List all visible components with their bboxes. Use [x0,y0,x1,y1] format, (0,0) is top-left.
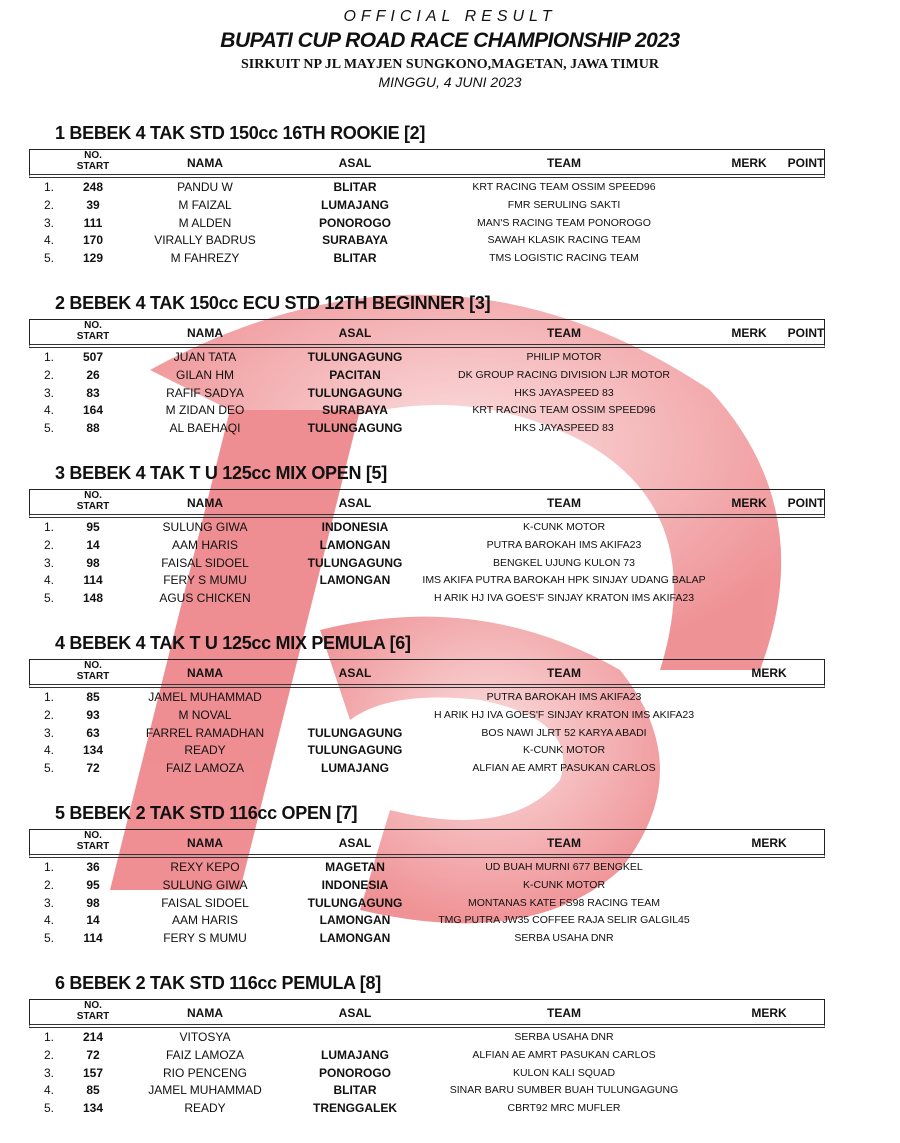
rank: 3. [43,725,55,740]
column-point: POINT [787,496,825,510]
rank: 2. [43,367,55,382]
table-row [0,518,900,536]
column-merk: MERK [731,326,767,340]
column-nama: NAMA [187,836,223,850]
rider-name: M ALDEN [178,215,232,230]
team-name: K-CUNK MOTOR [522,521,606,533]
team-name: KULON KALI SQUAD [512,1066,616,1079]
start-number: 72 [86,761,100,776]
start-number: 95 [86,877,100,892]
rank: 4. [43,743,55,758]
start-number: 26 [86,367,100,382]
rider-origin: LUMAJANG [321,761,389,776]
team-name: H ARIK HJ IVA GOES'F SINJAY KRATON IMS AKIFA23 [433,592,695,605]
start-number: 114 [83,573,103,588]
column-no-start [77,320,110,342]
team-name: MAN'S RACING TEAM PONOROGO [477,216,651,229]
column-no-label: NO. [84,150,102,161]
start-number: 93 [86,707,100,722]
column-nama: NAMA [187,496,223,510]
table-row [0,366,900,384]
rider-origin: LUMAJANG [321,1047,389,1062]
rider-origin: BLITAR [333,180,377,194]
team-name: H ARIK HJ IVA GOES'F SINJAY KRATON IMS AKIFA23 [433,708,695,721]
rank: 3. [43,215,55,230]
rider-name: RAFIF SADYA [166,385,244,400]
column-merk: MERK [751,666,787,680]
table-row [0,724,900,742]
table-row [0,536,900,554]
class-title: 3 BEBEK 4 TAK T U 125cc MIX OPEN [5] [55,463,387,483]
column-nama: NAMA [187,666,223,680]
rank: 2. [43,197,55,212]
rank: 1. [43,520,55,534]
table-row [0,571,900,589]
rank: 5. [43,591,55,606]
column-point: POINT [787,156,825,170]
start-number: 95 [86,520,100,534]
rider-name: VIRALLY BADRUS [154,233,256,248]
rider-origin: INDONESIA [321,520,389,534]
event-date: MINGGU, 4 JUNI 2023 [378,74,522,90]
rider-origin: BLITAR [333,1083,377,1098]
table-row [0,929,900,947]
team-name: FMR SERULING SAKTI [507,198,621,211]
rank: 1. [43,690,55,704]
table-header [29,659,825,688]
rider-name: FAIZ LAMOZA [165,761,245,776]
rider-name: FERY S MUMU [163,931,247,946]
rider-origin: TULUNGAGUNG [307,725,403,740]
column-start-label: START [76,501,110,512]
column-no-start [77,150,110,172]
column-start-label: START [76,671,110,682]
table-row [0,894,900,912]
column-team: TEAM [547,496,581,510]
column-asal: ASAL [338,836,372,850]
start-number: 14 [86,537,100,552]
team-name: TMS LOGISTIC RACING TEAM [489,252,639,265]
rank: 4. [43,233,55,248]
column-merk: MERK [751,1006,787,1020]
table-row [0,554,900,572]
start-number: 507 [82,350,104,364]
rank: 4. [43,1083,55,1098]
start-number: 83 [86,385,100,400]
start-number: 72 [86,1047,100,1062]
column-start-label: START [76,331,110,342]
rank: 5. [43,251,55,266]
team-name: IMS AKIFA PUTRA BAROKAH HPK SINJAY UDANG BALAP [422,574,706,587]
column-start-label: START [76,161,110,172]
table-row [0,858,900,876]
rider-origin: TULUNGAGUNG [307,421,403,436]
rider-name: AAM HARIS [171,537,239,552]
column-asal: ASAL [338,496,372,510]
start-number: 157 [82,1065,104,1080]
start-number: 98 [86,555,100,570]
start-number: 111 [83,215,103,230]
rider-origin: LAMONGAN [319,537,391,552]
column-nama: NAMA [187,326,223,340]
team-name: SAWAH KLASIK RACING TEAM [487,234,641,247]
race-class-section [0,803,900,973]
column-asal: ASAL [338,1006,372,1020]
start-number: 214 [82,1030,104,1044]
table-header [29,149,825,178]
rider-origin: LAMONGAN [319,931,391,946]
rider-name: REXY KEPO [170,860,240,874]
column-no-label: NO. [84,490,102,501]
race-class-section [0,463,900,633]
team-name: K-CUNK MOTOR [522,744,606,757]
class-title: 6 BEBEK 2 TAK STD 116cc PEMULA [8] [55,973,381,993]
table-row [0,419,900,437]
table-row [0,1099,900,1117]
team-name: CBRT92 MRC MUFLER [507,1102,621,1115]
column-no-start [77,660,110,682]
rider-name: JAMEL MUHAMMAD [148,690,262,704]
column-no-label: NO. [84,830,102,841]
rank: 2. [43,537,55,552]
race-class-section [0,633,900,803]
column-merk: MERK [731,156,767,170]
table-header [29,999,825,1028]
rank: 2. [43,877,55,892]
team-name: ALFIAN AE AMRT PASUKAN CARLOS [472,1048,656,1061]
column-start-label: START [76,841,110,852]
start-number: 170 [82,233,104,248]
table-row [0,876,900,894]
team-name: HKS JAYASPEED 83 [514,386,614,399]
rider-origin: INDONESIA [321,877,389,892]
race-class-section [0,973,900,1143]
table-row [0,196,900,214]
rank: 1. [43,350,55,364]
rider-name: FAISAL SIDOEL [161,555,249,570]
rider-name: READY [184,1101,226,1116]
rider-name: FARREL RAMADHAN [145,725,265,740]
start-number: 39 [86,197,100,212]
column-point: POINT [787,326,825,340]
rider-name: FERY S MUMU [163,573,247,588]
rank: 3. [43,895,55,910]
rank: 3. [43,385,55,400]
table-row [0,231,900,249]
rider-origin: TULUNGAGUNG [307,385,403,400]
rider-name: JAMEL MUHAMMAD [148,1083,262,1098]
column-no-label: NO. [84,660,102,671]
table-row [0,348,900,366]
column-merk: MERK [751,836,787,850]
team-name: PUTRA BAROKAH IMS AKIFA23 [486,691,642,703]
rank: 1. [43,1030,55,1044]
table-row [0,1081,900,1099]
rider-name: M FAHREZY [170,251,240,266]
table-header [29,829,825,858]
table-row [0,706,900,724]
table-row [0,384,900,402]
start-number: 248 [82,180,104,194]
document-title: BUPATI CUP ROAD RACE CHAMPIONSHIP 2023 [220,29,680,52]
rider-name: SULUNG GIWA [162,877,248,892]
rider-name: FAISAL SIDOEL [161,895,249,910]
column-nama: NAMA [187,1006,223,1020]
team-name: SERBA USAHA DNR [514,932,614,945]
rider-name: VITOSYA [179,1030,231,1044]
column-start-label: START [76,1011,110,1022]
rider-name: PANDU W [177,180,233,194]
start-number: 36 [86,860,100,874]
start-number: 164 [82,403,104,418]
rider-name: AGUS CHICKEN [159,591,251,606]
table-row [0,214,900,232]
column-asal: ASAL [338,156,372,170]
rider-name: FAIZ LAMOZA [165,1047,245,1062]
class-title: 4 BEBEK 4 TAK T U 125cc MIX PEMULA [6] [55,633,411,653]
rider-name: GILAN HM [175,367,235,382]
table-header [29,319,825,348]
column-nama: NAMA [187,156,223,170]
rider-origin: TULUNGAGUNG [307,555,403,570]
rank: 5. [43,931,55,946]
column-no-label: NO. [84,320,102,331]
rider-origin: PONOROGO [318,1065,392,1080]
column-no-start [77,1000,110,1022]
rank: 1. [43,180,55,194]
rank: 5. [43,761,55,776]
rank: 3. [43,555,55,570]
rider-name: M ZIDAN DEO [165,403,245,418]
column-merk: MERK [731,496,767,510]
team-name: BENGKEL UJUNG KULON 73 [493,556,635,569]
table-row [0,1028,900,1046]
column-team: TEAM [547,836,581,850]
table-row [0,1046,900,1064]
start-number: 134 [82,743,104,758]
rider-name: JUAN TATA [173,350,237,364]
rank: 2. [43,1047,55,1062]
rider-origin: LAMONGAN [319,573,391,588]
team-name: PHILIP MOTOR [526,351,602,363]
table-row [0,589,900,607]
rank: 4. [43,573,55,588]
table-row [0,1064,900,1082]
table-row [0,178,900,196]
class-title: 1 BEBEK 4 TAK STD 150cc 16TH ROOKIE [2] [55,123,426,143]
rider-name: READY [184,743,226,758]
rider-origin: PACITAN [329,367,381,382]
start-number: 148 [82,591,104,606]
rider-origin: BLITAR [333,251,377,266]
rank: 5. [43,421,55,436]
column-team: TEAM [547,666,581,680]
rank: 2. [43,707,55,722]
column-team: TEAM [547,326,581,340]
race-class-section [0,123,900,293]
column-team: TEAM [547,156,581,170]
rank: 4. [43,403,55,418]
start-number: 134 [82,1101,104,1116]
start-number: 85 [86,1083,100,1098]
team-name: SINAR BARU SUMBER BUAH TULUNGAGUNG [449,1084,679,1097]
column-no-label: NO. [84,1000,102,1011]
start-number: 88 [86,421,100,436]
rider-name: M NOVAL [178,707,232,722]
rider-name: RIO PENCENG [162,1065,248,1080]
rider-origin: PONOROGO [318,215,392,230]
start-number: 85 [86,690,100,704]
rider-name: SULUNG GIWA [162,520,248,534]
table-row [0,741,900,759]
team-name: SERBA USAHA DNR [514,1031,614,1043]
table-row [0,401,900,419]
race-class-section [0,293,900,463]
table-row [0,759,900,777]
rider-origin: TULUNGAGUNG [307,895,403,910]
rider-origin: TULUNGAGUNG [307,350,403,364]
column-no-start [77,490,110,512]
rider-name: AL BAEHAQI [169,421,241,436]
rider-origin: SURABAYA [322,403,388,418]
team-name: BOS NAWI JLRT 52 KARYA ABADI [481,726,647,739]
column-asal: ASAL [338,666,372,680]
rank: 5. [43,1101,55,1116]
start-number: 114 [83,931,103,946]
column-asal: ASAL [338,326,372,340]
start-number: 98 [86,895,100,910]
column-team: TEAM [547,1006,581,1020]
start-number: 129 [82,251,104,266]
team-name: KRT RACING TEAM OSSIM SPEED96 [472,181,656,193]
team-name: DK GROUP RACING DIVISION LJR MOTOR [458,368,670,381]
table-row [0,249,900,267]
team-name: UD BUAH MURNI 677 BENGKEL [485,861,643,873]
team-name: K-CUNK MOTOR [522,878,606,891]
rider-origin: SURABAYA [322,233,388,248]
rider-origin: TULUNGAGUNG [307,743,403,758]
rider-name: M FAIZAL [178,197,232,212]
class-title: 5 BEBEK 2 TAK STD 116cc OPEN [7] [55,803,358,823]
rider-origin: MAGETAN [325,860,385,874]
column-no-start [77,830,110,852]
class-title: 2 BEBEK 4 TAK 150cc ECU STD 12TH BEGINNER [3] [55,293,491,313]
rider-origin: LAMONGAN [319,913,391,928]
rank: 4. [43,913,55,928]
team-name: MONTANAS KATE FS98 RACING TEAM [468,896,660,909]
team-name: HKS JAYASPEED 83 [514,422,614,435]
rider-origin: LUMAJANG [321,197,389,212]
team-name: PUTRA BAROKAH IMS AKIFA23 [486,538,642,551]
rider-name: AAM HARIS [171,913,239,928]
table-row [0,688,900,706]
venue: SIRKUIT NP JL MAYJEN SUNGKONO,MAGETAN, JAWA TIMUR [241,57,659,72]
start-number: 63 [86,725,100,740]
table-header [29,489,825,518]
start-number: 14 [86,913,100,928]
rider-origin: TRENGGALEK [313,1101,397,1116]
team-name: TMG PUTRA JW35 COFFEE RAJA SELIR GALGIL45 [438,914,690,927]
rank: 1. [43,860,55,874]
team-name: ALFIAN AE AMRT PASUKAN CARLOS [472,762,656,775]
rank: 3. [43,1065,55,1080]
official-result-label: OFFICIAL RESULT [343,8,557,25]
team-name: KRT RACING TEAM OSSIM SPEED96 [472,404,656,417]
table-row [0,911,900,929]
